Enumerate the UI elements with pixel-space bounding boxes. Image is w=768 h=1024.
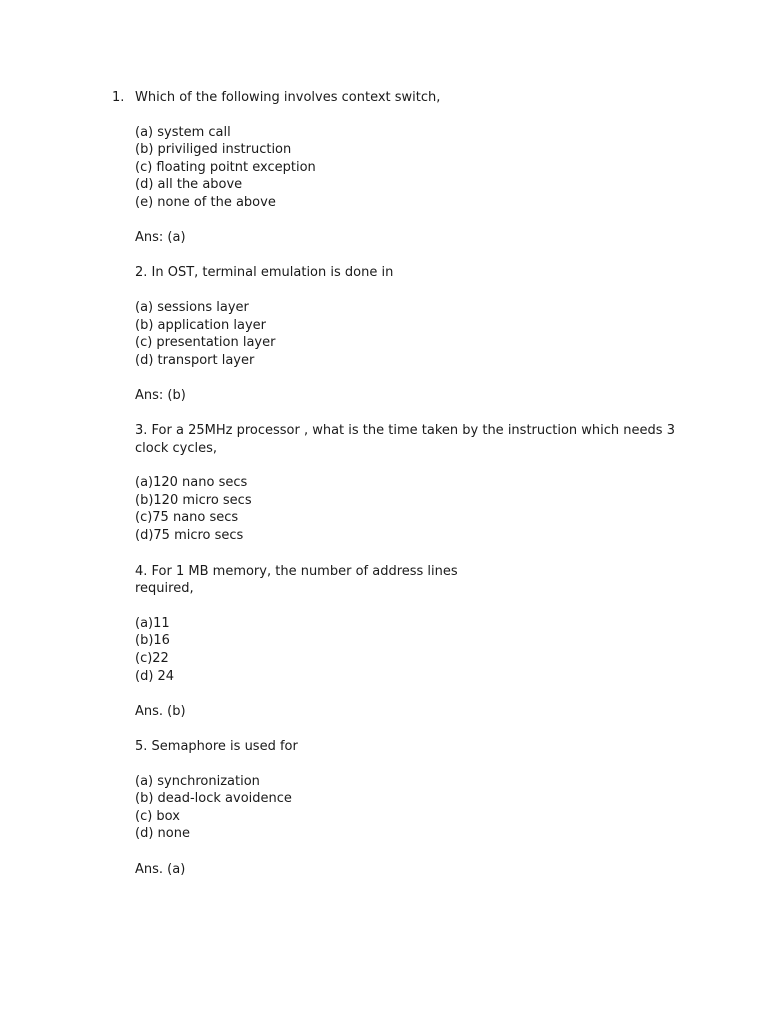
question-3-option-b: (b)120 micro secs [135,493,252,508]
question-4-option-d: (d) 24 [135,669,175,684]
question-4-answer: Ans. (b) [135,704,186,719]
question-5-option-b: (b) dead-lock avoidence [135,791,292,806]
question-2-option-c: (c) presentation layer [135,335,276,350]
question-1-option-b: (b) priviliged instruction [135,142,292,157]
question-5-option-c: (c) box [135,809,180,824]
question-4-option-a: (a)11 [135,616,170,631]
question-2-answer: Ans: (b) [135,388,186,403]
question-1-option-e: (e) none of the above [135,195,276,210]
question-4-text-line-1: 4. For 1 MB memory, the number of address lines [135,564,458,579]
question-1-answer: Ans: (a) [135,230,186,245]
question-4-option-b: (b)16 [135,633,170,648]
question-3-option-a: (a)120 nano secs [135,475,248,490]
question-3-text-line-2: clock cycles, [135,441,218,456]
question-5-option-a: (a) synchronization [135,774,260,789]
question-5-answer: Ans. (a) [135,862,186,877]
question-3-option-d: (d)75 micro secs [135,528,244,543]
question-2-option-b: (b) application layer [135,318,266,333]
question-1-option-c: (c) floating poitnt exception [135,160,316,175]
question-1-option-d: (d) all the above [135,177,243,192]
question-4-text-line-2: required, [135,581,194,596]
question-3-text-line-1: 3. For a 25MHz processor , what is the time taken by the instruction which needs 3 [135,423,675,438]
question-2-text: 2. In OST, terminal emulation is done in [135,265,394,280]
question-2-option-d: (d) transport layer [135,353,255,368]
question-2-option-a: (a) sessions layer [135,300,249,315]
question-5-option-d: (d) none [135,826,190,841]
question-5-text: 5. Semaphore is used for [135,739,298,754]
question-1-text: Which of the following involves context switch, [135,90,441,105]
question-1-number: 1. [112,90,125,105]
question-4-option-c: (c)22 [135,651,169,666]
question-1-option-a: (a) system call [135,125,231,140]
question-3-option-c: (c)75 nano secs [135,510,239,525]
